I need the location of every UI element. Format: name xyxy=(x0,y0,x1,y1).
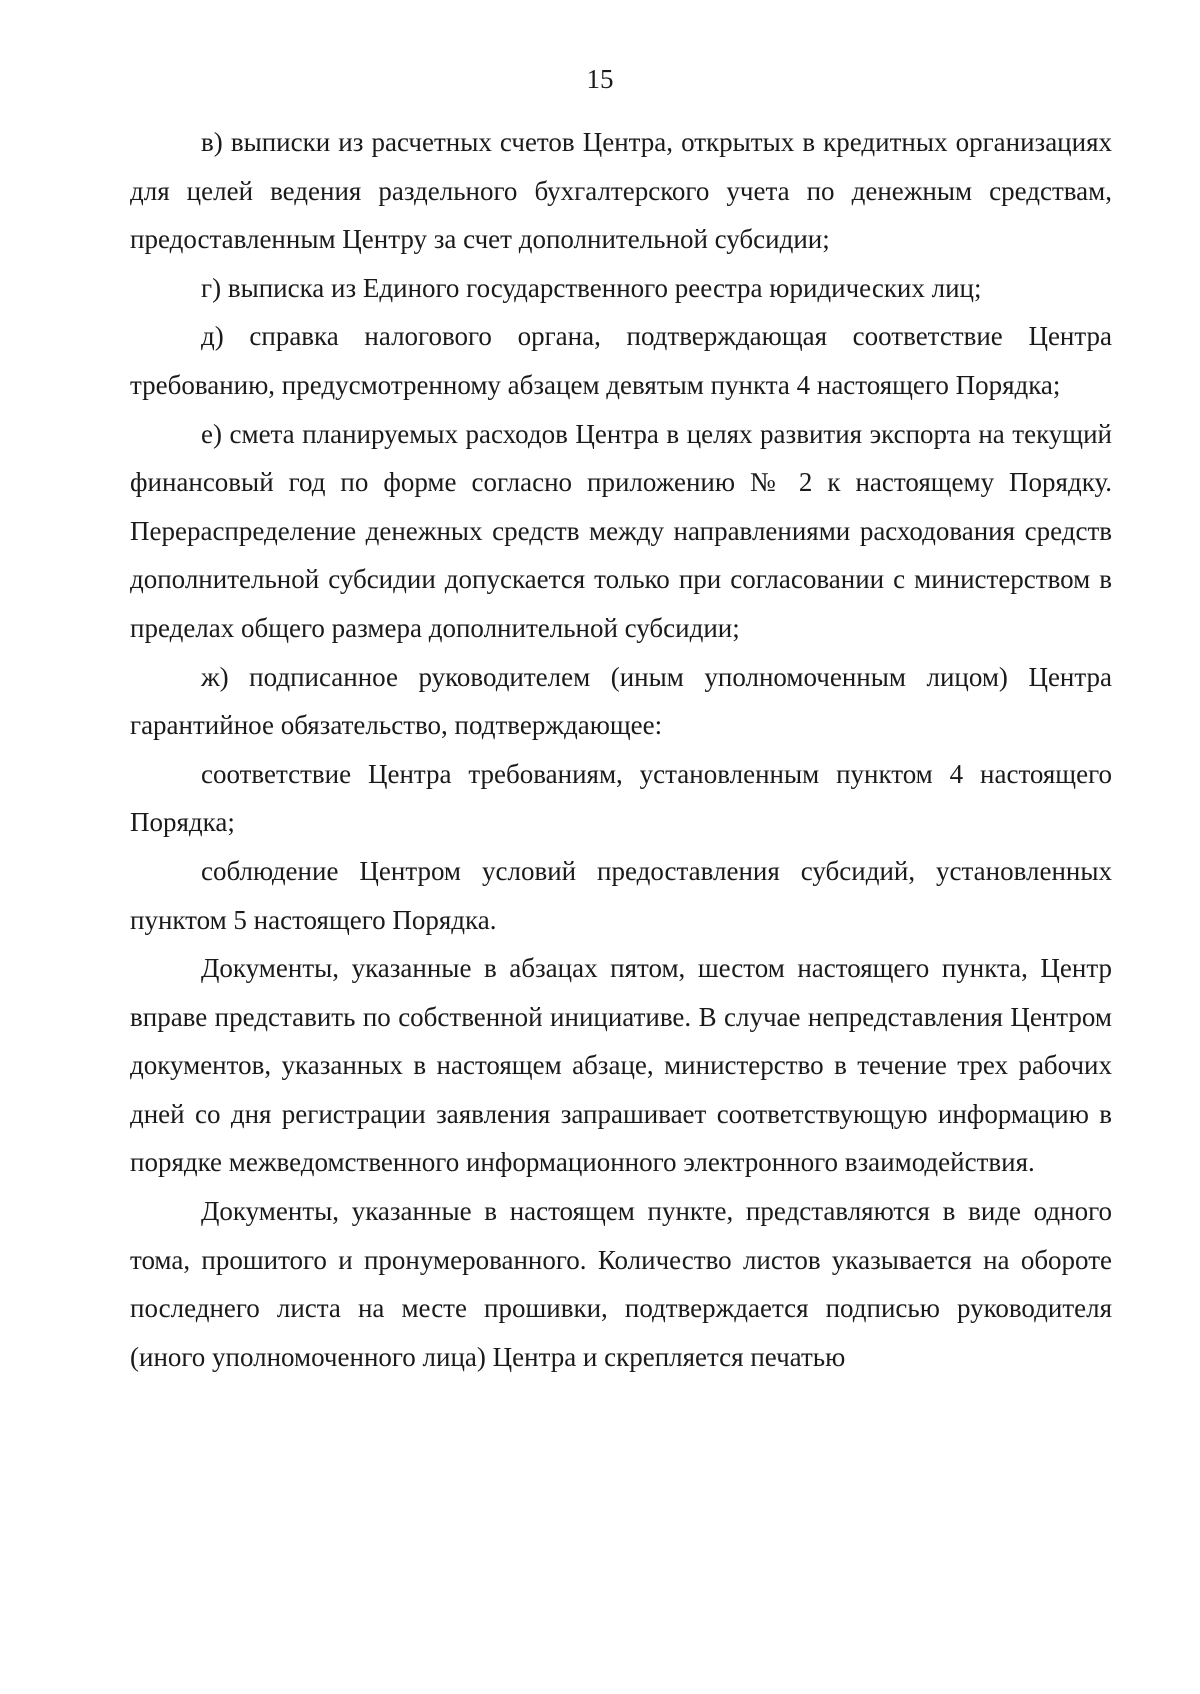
document-body xyxy=(130,118,1112,1381)
paragraph-optional-documents: Документы, указанные в абзацах пятом, шестом настоящего пункта, Центр вправе представить по собственной инициативе. В случае непредставления Центром документов, указанных в настоящем абзаце, министерство в течение трех рабочих дней со дня регистрации заявления запрашивает соответствующую информацию в порядке межведомственного информационного электронного взаимодействия. xyxy=(130,953,1112,1178)
paragraph-item-zh: ж) подписанное руководителем (иным уполномоченным лицом) Центра гарантийное обязательство, подтверждающее: xyxy=(130,661,1112,741)
paragraph-item-e: е) смета планируемых расходов Центра в целях развития экспорта на текущий финансовый год по форме согласно приложению № 2 к настоящему Порядку. Перераспределение денежных средств между направлениями расходования средств дополнительной субсидии допускается только при согласовании с министерством в пределах общего размера дополнительной субсидии; xyxy=(130,418,1112,643)
paragraph-item-d: д) справка налогового органа, подтверждающая соответствие Центра требованию, предусмотренному абзацем девятым пункта 4 настоящего Порядка; xyxy=(130,321,1112,400)
paragraph-item-v: в) выписки из расчетных счетов Центра, открытых в кредитных организациях для целей ведения раздельного бухгалтерского учета по денежным средствам, предоставленным Центру за счет дополнительной субсидии; xyxy=(130,127,1112,255)
paragraph-document-binding: Документы, указанные в настоящем пункте, представляются в виде одного тома, прошитого и пронумерованного. Количество листов указывается на обороте последнего листа на месте прошивки, подтверждается подписью руководителя (иного уполномоченного лица) Центра и скрепляется печатью xyxy=(130,1196,1112,1372)
page-number: 15 xyxy=(586,64,614,94)
paragraph-compliance-requirements: соответствие Центра требованиям, установленным пунктом 4 настоящего Порядка; xyxy=(130,758,1112,838)
paragraph-compliance-conditions: соблюдение Центром условий предоставления субсидий, установленных пунктом 5 настоящего Порядка. xyxy=(130,855,1112,935)
paragraph-item-g: г) выписка из Единого государственного реестра юридических лиц; xyxy=(201,272,982,303)
